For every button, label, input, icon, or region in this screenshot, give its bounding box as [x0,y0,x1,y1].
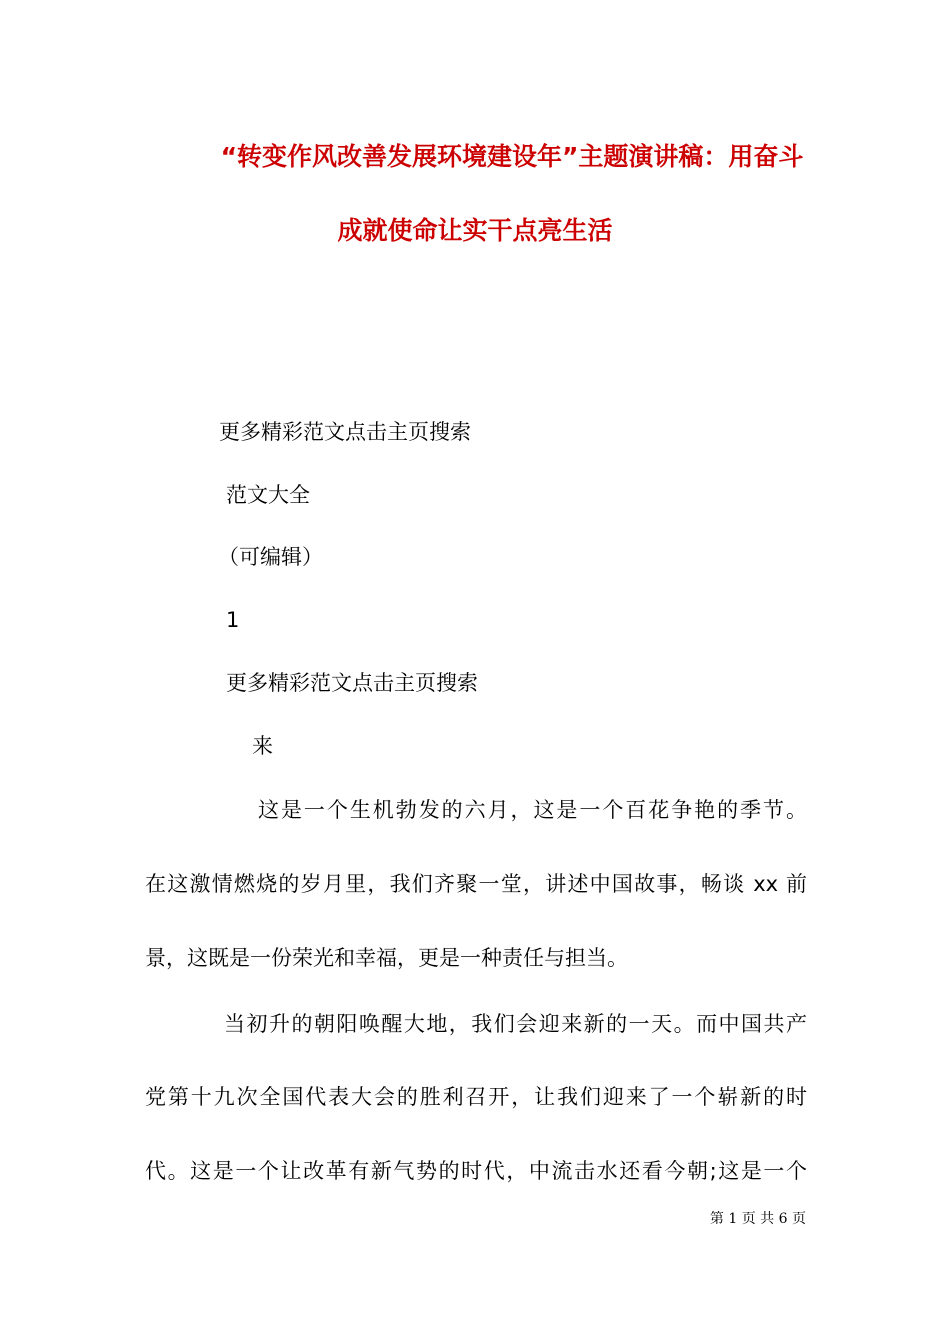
promo-text-2: 更多精彩范文点击主页搜索 [226,671,478,695]
document-title-line-2: 成就使命让实干点亮生活 [337,216,613,245]
document-title-line-1: “转变作风改善发展环境建设年”主题演讲稿：用奋斗 [220,142,804,171]
promo-text: 更多精彩范文点击主页搜索 [219,420,471,444]
paragraph-1-line-3: 景，这既是一份荣光和幸福，更是一种责任与担当。 [145,946,628,970]
paragraph-1-line-2: 在这激情燃烧的岁月里，我们齐聚一堂，讲述中国故事，畅谈 xx 前 [145,872,807,896]
paragraph-2-line-2: 党第十九次全国代表大会的胜利召开，让我们迎来了一个崭新的时 [145,1085,807,1109]
editable-label: （可编辑） [218,545,323,569]
fragment-text: 来 [252,734,273,758]
paragraph-2-line-3: 代。这是一个让改革有新气势的时代，中流击水还看今朝;这是一个 [145,1159,807,1183]
number-label: 1 [226,608,240,632]
paragraph-1-line-1: 这是一个生机勃发的六月，这是一个百花争艳的季节。 [258,798,807,822]
page-footer: 第 1 页 共 6 页 [709,1211,806,1227]
collection-label: 范文大全 [226,483,310,507]
paragraph-2-line-1: 当初升的朝阳唤醒大地，我们会迎来新的一天。而中国共产 [224,1012,807,1036]
